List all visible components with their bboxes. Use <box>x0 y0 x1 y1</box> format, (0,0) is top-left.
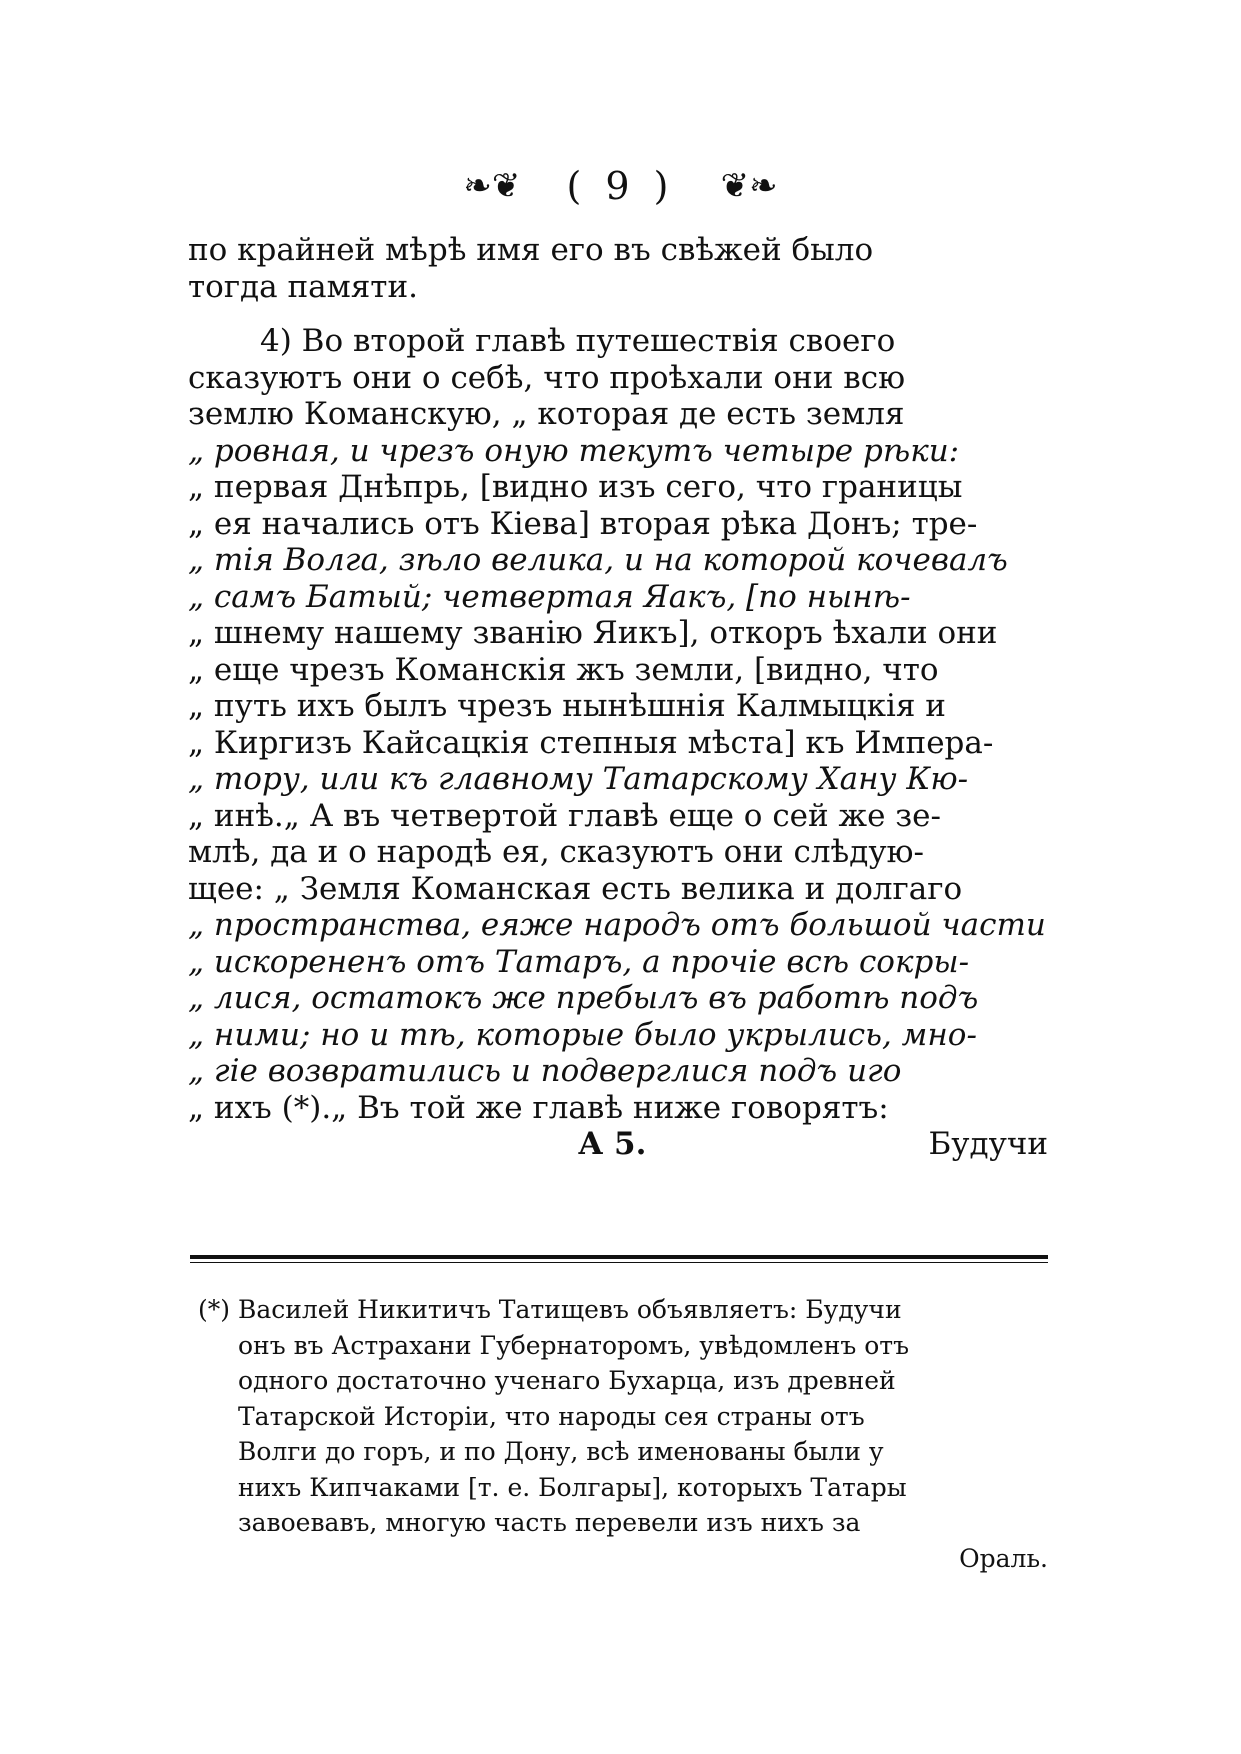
text-line-content: „ тія Волга, зѣло велика, и на которой кочевалъ <box>188 542 1008 578</box>
text-line <box>188 469 1048 506</box>
text-line <box>188 269 1048 306</box>
text-line-content: млѣ, да и о народѣ ея, сказуютъ они слѣдую- <box>188 834 925 870</box>
text-line-content: землю Команскую, „ которая де есть земля <box>188 396 905 432</box>
text-line-content: „ Киргизъ Кайсацкія степныя мѣста] къ Импера- <box>188 724 994 761</box>
paragraph-start-line <box>188 323 1048 360</box>
footnote-line <box>198 1363 1048 1399</box>
text-line <box>188 396 1048 433</box>
footnote-last-line: Ораль. <box>959 1543 1048 1573</box>
text-line-content: 4) Во второй главѣ путешествія своего <box>260 323 896 359</box>
footnote-separator-thin <box>190 1262 1048 1263</box>
text-line <box>188 834 1048 871</box>
text-line <box>188 1053 1048 1090</box>
text-line <box>188 1017 1048 1054</box>
text-line-content: „ путь ихъ былъ чрезъ нынѣшнія Калмыцкія и <box>188 688 946 724</box>
catchword: Будучи <box>928 1126 1048 1162</box>
text-line <box>188 798 1048 835</box>
footnote-line-content: завоевавъ, многую часть перевели изъ нихъ за <box>238 1508 861 1537</box>
text-line-content: „ ея начались отъ Кіева] вторая рѣка Донъ; тре- <box>188 505 978 542</box>
footnote-line <box>198 1505 1048 1541</box>
text-line-content: „ гіе возвратились и подверглися подъ иго <box>188 1053 902 1089</box>
text-line-content: сказуютъ они о себѣ, что проѣхали они всю <box>188 359 906 396</box>
main-text <box>188 232 1048 1163</box>
text-line <box>188 506 1048 543</box>
text-line-content: „ первая Днѣпрь, [видно изъ сего, что границы <box>188 469 963 505</box>
text-line-content: „ пространства, еяже народъ отъ большой части <box>188 907 1046 943</box>
right-ornament-icon: ❦❧ <box>720 165 778 206</box>
text-line-content: „ искорененъ отъ Татаръ, а прочіе всѣ сокры- <box>188 943 970 980</box>
text-line-content: „ еще чрезъ Команскія жъ земли, [видно, что <box>188 651 939 688</box>
page-number: ( 9 ) <box>566 163 675 208</box>
footnote <box>198 1292 1048 1576</box>
text-line-content: тогда памяти. <box>188 268 418 305</box>
text-line-content: „ шнему нашему званію Яикъ], откоръ ѣхали они <box>188 615 998 651</box>
text-line <box>188 871 1048 908</box>
text-line-content: „ лися, остатокъ же пребылъ въ работѣ подъ <box>188 980 979 1016</box>
text-line-content: „ ихъ (*).„ Въ той же главѣ ниже говорятъ: <box>188 1089 889 1126</box>
text-line-content: щее: „ Земля Команская есть велика и долгаго <box>188 870 963 907</box>
text-line-content: „ самъ Батый; четвертая Яакъ, [по нынѣ- <box>188 578 911 615</box>
text-line <box>188 232 1048 269</box>
text-line-content: „ ровная, и чрезъ оную текутъ четыре рѣки: <box>188 432 960 469</box>
text-line-content: „ инѣ.„ А въ четвертой главѣ еще о сей же зе- <box>188 797 941 834</box>
footnote-line <box>198 1328 1048 1364</box>
footnote-line-content: Волги до горъ, и по Дону, всѣ именованы были у <box>238 1437 884 1466</box>
page-header <box>0 160 1241 208</box>
footnote-separator <box>190 1255 1048 1259</box>
footnote-line-content: одного достаточно ученаго Бухарца, изъ древней <box>238 1366 896 1395</box>
footnote-line <box>198 1399 1048 1435</box>
text-line <box>188 761 1048 798</box>
text-line-content: „ ними; но и тѣ, которые было укрылись, мно- <box>188 1016 977 1053</box>
footnote-line <box>198 1434 1048 1470</box>
text-line <box>188 980 1048 1017</box>
footnote-line-content: онъ въ Астрахани Губернаторомъ, увѣдомленъ отъ <box>238 1330 910 1360</box>
text-line <box>188 688 1048 725</box>
footnote-line-content: нихъ Кипчаками [т. е. Болгары], которыхъ Татары <box>238 1472 907 1502</box>
footnote-line-content: (*) Василей Никитичъ Татищевъ объявляетъ: Будучи <box>198 1295 902 1324</box>
text-line <box>188 615 1048 652</box>
text-line-content: по крайней мѣрѣ имя его въ свѣжей было <box>188 232 874 268</box>
text-line <box>188 725 1048 762</box>
footnote-line-content: Татарской Исторіи, что народы сея страны отъ <box>238 1401 865 1431</box>
text-line <box>188 579 1048 616</box>
text-line <box>188 360 1048 397</box>
text-line-content: „ тору, или къ главному Татарскому Хану Кю- <box>188 761 969 797</box>
text-line <box>188 944 1048 981</box>
footnote-line <box>198 1292 1048 1328</box>
text-line <box>188 1090 1048 1127</box>
text-line <box>188 542 1048 579</box>
signature-line <box>188 1126 1048 1163</box>
text-line <box>188 652 1048 689</box>
signature-mark: А 5. <box>578 1126 647 1162</box>
text-line <box>188 433 1048 470</box>
text-line <box>188 907 1048 944</box>
left-ornament-icon: ❧❦ <box>463 165 521 206</box>
footnote-line <box>198 1470 1048 1506</box>
